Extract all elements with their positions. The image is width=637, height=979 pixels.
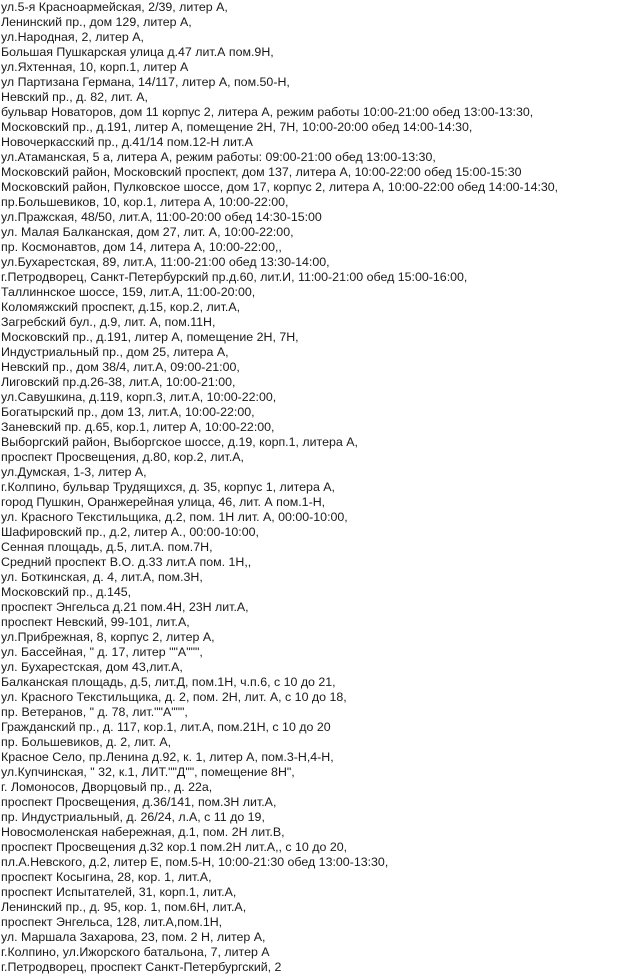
- address-line: ул.Бухарестская, 89, лит.А, 11:00-21:00 обед 13:30-14:00,: [1, 255, 330, 269]
- address-line: проспект Испытателей, 31, корп.1, лит.А,: [1, 885, 237, 899]
- address-line: Ленинский пр., д. 95, кор. 1, пом.6Н, лит.А,: [1, 900, 247, 914]
- address-line: Ленинский пр., дом 129, литер А,: [1, 15, 192, 29]
- address-line: г.Колпино, ул.Ижорского батальона, 7, литер А: [1, 945, 270, 959]
- address-line: Таллиннское шоссе, 159, лит.А, 11:00-20:00,: [1, 285, 256, 299]
- address-line: Заневский пр. д.65, кор.1, литер А, 10:00-22:00,: [1, 420, 275, 434]
- address-line: Гражданский пр., д. 117, кор.1, лит.А, пом.21Н, с 10 до 20: [1, 720, 331, 734]
- address-line: Новосмоленская набережная, д.1, пом. 2Н лит.В,: [1, 825, 285, 839]
- address-line: Московский пр., д.191, литер А, помещение 2Н, 7Н, 10:00-20:00 обед 14:00-14:30,: [1, 120, 473, 134]
- address-line: ул. Боткинская, д. 4, лит.А, пом.3Н,: [1, 570, 203, 584]
- address-line: пл.А.Невского, д.2, литер Е, пом.5-Н, 10:00-21:30 обед 13:00-13:30,: [1, 855, 389, 869]
- address-line: ул.Прибрежная, 8, корпус 2, литер А,: [1, 630, 215, 644]
- address-line: Невский пр., д. 82, лит. А,: [1, 90, 148, 104]
- address-line: ул. Малая Балканская, дом 27, лит. А, 10:00-22:00,: [1, 225, 294, 239]
- address-line: Сенная площадь, д.5, лит.А. пом.7Н,: [1, 540, 213, 554]
- address-line: ул. Бухарестская, дом 43,лит.А,: [1, 660, 183, 674]
- address-line: г. Ломоносов, Дворцовый пр., д. 22а,: [1, 780, 213, 794]
- address-line: проспект Энгельса, 128, лит.А,пом.1Н,: [1, 915, 223, 929]
- address-line: проспект Косыгина, 28, кор. 1, лит.А,: [1, 870, 212, 884]
- address-line: ул. Красного Текстильщика, д. 2, пом. 2Н, лит. А, с 10 до 18,: [1, 690, 347, 704]
- address-line: Красное Село, пр.Ленина д.92, к. 1, литер А, пом.3-Н,4-Н,: [1, 750, 334, 764]
- address-line: город Пушкин, Оранжерейная улица, 46, лит. А пом.1-Н,: [1, 495, 326, 509]
- address-line: Большая Пушкарская улица д.47 лит.А пом.9Н,: [1, 45, 274, 59]
- address-line: проспект Энгельса д.21 пом.4Н, 23Н лит.А,: [1, 600, 249, 614]
- address-line: Богатырский пр., дом 13, лит.А, 10:00-22:00,: [1, 405, 255, 419]
- address-line: ул.Яхтенная, 10, корп.1, литер А: [1, 60, 189, 74]
- address-line: Коломяжский проспект, д.15, кор.2, лит.А,: [1, 300, 241, 314]
- address-line: ул.Думская, 1-3, литер А,: [1, 465, 147, 479]
- address-line: Средний проспект В.О. д.33 лит.А пом. 1Н,,: [1, 555, 252, 569]
- address-line: ул.5-я Красноармейская, 2/39, литер А,: [1, 0, 228, 14]
- address-line: проспект Просвещения, д.80, кор.2, лит.А,: [1, 450, 244, 464]
- address-line: ул Партизана Германа, 14/117, литер А, пом.50-Н,: [1, 75, 290, 89]
- address-line: г.Колпино, бульвар Трудящихся, д. 35, корпус 1, литера А,: [1, 480, 335, 494]
- address-line: пр. Ветеранов, " д. 78, лит.""А""",: [1, 705, 188, 719]
- address-line: г.Петродворец, Санкт-Петербурский пр.д.60, лит.И, 11:00-21:00 обед 15:00-16:00,: [1, 270, 468, 284]
- address-line: ул.Пражская, 48/50, лит.А, 11:00-20:00 обед 14:30-15:00: [1, 210, 322, 224]
- address-line: пр. Индустриальный, д. 26/24, л.А, с 11 до 19,: [1, 810, 265, 824]
- address-line: ул. Красного Текстильщика, д.2, пом. 1Н лит. А, 00:00-10:00,: [1, 510, 348, 524]
- address-list: [1, 0, 558, 975]
- address-line: Московский район, Пулковское шоссе, дом 17, корпус 2, литера А, 10:00-22:00 обед 14:00-14:30,: [1, 180, 559, 194]
- address-line: г.Петродворец, проспект Санкт-Петербургский, 2: [1, 960, 282, 974]
- address-line: пр. Космонавтов, дом 14, литера А, 10:00-22:00,,: [1, 240, 282, 254]
- address-line: Московский пр., д.191, литер А, помещение 2Н, 7Н,: [1, 330, 299, 344]
- address-line: Балканская площадь, д.5, лит.Д, пом.1Н, ч.п.6, с 10 до 21,: [1, 675, 336, 689]
- address-line: Новочеркасский пр., д.41/14 пом.12-Н лит.А: [1, 135, 253, 149]
- address-line: ул.Атаманская, 5 а, литера А, режим работы: 09:00-21:00 обед 13:00-13:30,: [1, 150, 436, 164]
- address-line: бульвар Новаторов, дом 11 корпус 2, литера А, режим работы 10:00-21:00 обед 13:00-13:30,: [1, 105, 534, 119]
- address-line: проспект Просвещения, д.36/141, пом.3Н лит.А,: [1, 795, 277, 809]
- address-line: Выборгский район, Выборгское шоссе, д.19, корп.1, литера А,: [1, 435, 358, 449]
- address-line: пр.Большевиков, 10, кор.1, литера А, 10:00-22:00,: [1, 195, 289, 209]
- address-line: Московский пр., д.145,: [1, 585, 132, 599]
- address-line: ул.Купчинская, " 32, к.1, ЛИТ.""Д"", помещение 8Н",: [1, 765, 295, 779]
- address-line: проспект Невский, 99-101, лит.А,: [1, 615, 190, 629]
- address-line: ул.Савушкина, д.119, корп.3, лит.А, 10:00-22:00,: [1, 390, 277, 404]
- address-line: Загребский бул., д.9, лит. А, пом.11Н,: [1, 315, 216, 329]
- address-line: пр. Большевиков, д. 2, лит. А,: [1, 735, 172, 749]
- address-line: Индустриальный пр., дом 25, литера А,: [1, 345, 229, 359]
- address-line: Невский пр., дом 38/4, лит.А, 09:00-21:00,: [1, 360, 240, 374]
- address-line: Московский район, Московский проспект, дом 137, литера А, 10:00-22:00 обед 15:00-15:30: [1, 165, 522, 179]
- address-line: Лиговский пр.д.26-38, лит.А, 10:00-21:00,: [1, 375, 236, 389]
- address-line: ул.Народная, 2, литер А,: [1, 30, 144, 44]
- address-line: проспект Просвещения д.32 кор.1 пом.2Н лит.А,, с 10 до 20,: [1, 840, 348, 854]
- address-line: ул. Маршала Захарова, 23, пом. 2 Н, литер А,: [1, 930, 266, 944]
- address-line: ул. Бассейная, " д. 17, литер ""А""",: [1, 645, 203, 659]
- address-line: Шафировский пр., д.2, литер А., 00:00-10:00,: [1, 525, 259, 539]
